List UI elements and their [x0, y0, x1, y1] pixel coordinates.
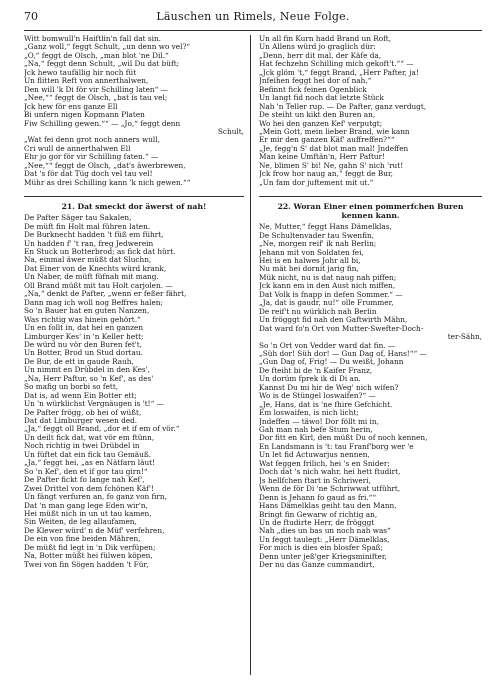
- text-line: Un Botter, Brod un Stud dortau.: [24, 349, 143, 358]
- text-line: Jndeffen — täwo! Dor föllt mi in,: [259, 417, 379, 426]
- text-line: Dat Einer von de Knechts würd krank,: [24, 264, 167, 273]
- text-line: Befinnt fick feinen Ogenblick: [259, 85, 367, 94]
- text-line: Mühr as drei Schilling kann 'k nich gewen.““: [24, 178, 191, 187]
- left-column: [24, 35, 250, 675]
- text-line: Sin Weiten, de leg allaufamen,: [24, 518, 137, 527]
- text-line: Der nu das Ganze cummandirt,: [259, 561, 375, 570]
- text-line: Zwei Drittel von dem fchönen Käf'!: [24, 484, 154, 493]
- text-line: Nah 'n Teller rup. — De Pafter, ganz verdugt,: [259, 102, 427, 111]
- text-line: Twei von fin Sögen hadden 't Für,: [24, 560, 149, 569]
- text-line: Un 'n würklichst Vergnäugen is 't!“ —: [24, 400, 164, 409]
- text-line: Gah man nah befe Stum herin,: [259, 426, 373, 435]
- section-title-21: 21. Dat smeckt dor äwerst of nah!: [61, 202, 207, 212]
- text-line: Ne, Mutter,“ feggt Hans Dämelklas,: [259, 223, 392, 232]
- text-line: „Na, Herr Paftur, so 'n Kef', as des': [24, 374, 154, 383]
- text-line: Nah „dies un bas un noch nah was“: [259, 527, 391, 536]
- text-line: De müft fin Holt mal führen laten.: [24, 222, 151, 231]
- text-line: „Un fam dor juftement mit ut.“: [259, 178, 374, 187]
- text-line: Den will 'k Di för vir Schilling laten“ —: [24, 85, 168, 94]
- text-line: Witt bomwull'n Haiftlin'n fall dat sin.: [24, 35, 161, 43]
- text-line: Er mir den ganzen Käf' auffreffen?““: [259, 136, 395, 145]
- text-line: Man keine Umftän'n, Herr Paftur!: [259, 153, 386, 162]
- text-line: Dat is, ad wenn Ein Botter ett;: [24, 391, 137, 400]
- text-line: Dat dat Limburger wesen ded.: [24, 417, 138, 426]
- text-line: Jck hewo taufällig hir noch füt: [24, 68, 137, 77]
- text-line: Ehr jo gor för vir Schilling faten.“ —: [24, 153, 159, 162]
- text-line: Hei müßt nich in un ut tau kamen,: [24, 510, 152, 519]
- text-line: De Burknecht hadden 't füß em führt,: [24, 231, 164, 240]
- text-line: So mafig un borbi so fett,: [24, 383, 119, 392]
- running-title: Läuschen un Rimels, Neue Folge.: [156, 10, 350, 23]
- section-title-22-line1: 22. Woran Einer einen pommerfchen Buren: [277, 202, 464, 212]
- text-line: Dor fitt en Kirl, den müßt Du of noch kennen,: [259, 434, 428, 443]
- text-line: Mük nicht, nu is dat naug nah piffen;: [259, 273, 397, 282]
- text-line: Bringt fin Gewarw of richtig an,: [259, 510, 378, 519]
- text-line: „O,“ feggt de Olsch, „man blot 'ne Dil.“: [24, 51, 169, 60]
- text-line: „Ja, dat is gaudr, nu!“ olle Frummer,: [259, 299, 394, 308]
- text-line: Bi unfern nigen Kopmann Platen: [24, 111, 145, 120]
- text-line: Na, einmal äwer müßt dat Sluchn,: [24, 256, 152, 265]
- text-line: Jck kann em in den Aust nich miffen,: [259, 282, 396, 291]
- text-line: Un nimmt en Drübdel in den Kes',: [24, 366, 150, 375]
- text-line: De ein von fine beiden Mähren,: [24, 535, 141, 544]
- two-column-text: [24, 35, 482, 675]
- text-line: Jck hew för ens ganze Ell: [24, 102, 118, 111]
- text-line: De fteiht bi de 'n Kaifer Franz,: [259, 366, 373, 375]
- text-line: „Gun Dag of, Frig! — Du weißt, Johann: [259, 358, 404, 367]
- text-line: Un fängt verfuren an, fo ganz von firn,: [24, 493, 167, 502]
- text-line: Dann mag ich woll nog Beffres halen;: [24, 298, 163, 307]
- text-line: Dat Volk is fnapp in defen Sommer.“ —: [259, 290, 403, 299]
- text-line: Un füftet dat ein fick tau Gemäuß.: [24, 450, 152, 459]
- section-title-22-line2: kennen kann.: [341, 211, 400, 221]
- text-line: Schult,: [217, 127, 244, 136]
- running-header: [24, 10, 482, 31]
- text-line: Was richtig was hinein gehört.“: [24, 315, 141, 324]
- poem-21-continuation: [259, 35, 482, 187]
- text-line: De steiht un kikt den Buren an,: [259, 111, 376, 120]
- text-line: Wat feggen frilich, hei 's en Snider;: [259, 459, 390, 468]
- text-line: Un deilt fick dat, wat vör em ftünn,: [24, 433, 155, 442]
- text-line: „Na,“ feggt denn Schult, „wil Du dat büft;: [24, 60, 180, 69]
- text-line: So 'n Ort von Vedder ward dat fin. —: [259, 341, 396, 350]
- text-line: Js hellfchen ftart in Schriweri,: [259, 476, 371, 485]
- text-line: ter-Sähn,: [447, 333, 482, 342]
- text-line: Oll Brand müßt mit tau Holt carjolen. —: [24, 281, 173, 290]
- text-line: Jck frow hor naug an,“ feggt de Bur,: [259, 170, 393, 179]
- text-line: For mich is dies ein blosfer Spaß;: [259, 544, 384, 553]
- text-line: Doch dat 's nich wahr, hei hett ftudirt,: [259, 468, 401, 477]
- text-line: De Bur, de ett in gaude Rauh,: [24, 357, 134, 366]
- text-line: So 'n Bauer hat en guten Nanzen,: [24, 307, 150, 316]
- section-divider: [259, 196, 482, 197]
- text-line: De Pafter frögg, ob hei of wüßt,: [24, 408, 142, 417]
- text-line: „Mein Gott, mein lieber Brand, wie kann: [259, 127, 410, 136]
- section-divider: [24, 196, 244, 197]
- text-line: Un flitten Reft von annerthalwen,: [24, 77, 149, 86]
- text-line: „Wat fei denn grot noch anners wull,: [24, 136, 160, 145]
- text-line: „Ganz woll,“ feggt Schult, „un denn wo vel?“: [24, 43, 191, 52]
- text-line: Denn is Jehann fo gaud as fri.““: [259, 493, 377, 502]
- text-line: Jehann mit von Soldaten fei,: [259, 248, 364, 257]
- text-line: Hans Dämelklas geiht tau den Mann,: [259, 502, 397, 511]
- text-line: Un all fin Kurn hadd Brand un Roft,: [259, 35, 392, 43]
- text-line: Dat ward fo'n Ort von Mutter-Swefter-Doch-: [259, 324, 424, 333]
- text-line: Hat fechzehn Schilling mich gekoft't.““ —: [259, 60, 414, 69]
- text-line: „Ja,“ feggt hei, „as en Nätfarn läut!: [24, 459, 156, 468]
- text-line: Dat 'n man gang lege Eden wir'n,: [24, 501, 148, 510]
- right-column: [250, 35, 482, 675]
- text-line: Un langt fid noch dat letzte Stück: [259, 94, 384, 103]
- text-line: Em loswaifen, is nich licht;: [259, 409, 359, 418]
- text-line: Wo hei den ganzen Kef' verputgt;: [259, 119, 383, 128]
- text-line: De Klewer würd' n de Müf' verfehren,: [24, 526, 165, 535]
- text-line: En Stuck un Botterbrod; as fick dat hürt.: [24, 247, 176, 256]
- text-line: „Ne, morgen reif' ik nah Berlin;: [259, 240, 377, 249]
- text-line: Un frögggt fid nah den Gaftwirth Mähn,: [259, 316, 408, 325]
- text-line: Dat 's för dat Tüg doch vel tau vel!: [24, 170, 153, 179]
- text-line: Un feggt taulegt: „Herr Dämelklas,: [259, 535, 390, 544]
- poem-21: [24, 214, 244, 569]
- poem-continuation: [24, 35, 244, 187]
- poem-22: [259, 223, 482, 570]
- text-line: Wo is de Stüngel loswaifen?“ —: [259, 392, 376, 401]
- text-line: „Jck glöm 't,“ feggt Brand, „Herr Pafter, ja!: [259, 68, 419, 77]
- text-line: Un Naber, de müft füfnah mit mang.: [24, 273, 159, 282]
- text-line: Wenn de för Di 'ne Schriwwat utführt,: [259, 485, 401, 494]
- text-line: Fiw Schilling gewen.““ — „Jo,“ feggt denn: [24, 119, 181, 128]
- text-line: „Süh dor! Süh dor! — Gun Dag of, Hans!““ —: [259, 349, 427, 358]
- text-line: Un hadden f' 't ran, freg Jedwerein: [24, 239, 154, 248]
- text-line: Ne, blimen S' bi! Ne, gahn S' nich 'rut!: [259, 161, 404, 170]
- text-line: Un de ftudirte Herr, de frögggt: [259, 519, 375, 528]
- text-line: De reif't nu würklich nah Berlin: [259, 307, 377, 316]
- text-line: Hei is en halwes Johr all bi,: [259, 256, 361, 265]
- text-line: „Nee,““ feggt de Olsch, „bat is tau vel;: [24, 94, 168, 103]
- text-line: De würd nu vör den Buren fet't,: [24, 340, 143, 349]
- text-line: Na, Botter müßt hei fülwen köpen,: [24, 552, 153, 561]
- text-line: „Je, fegg'n S' dat blot man mal! Jndeffen: [259, 144, 409, 153]
- text-line: De müßt fid legt in 'n Dik verfüpen;: [24, 543, 156, 552]
- text-line: De Schultenvader tau Swenfin,: [259, 231, 374, 240]
- text-line: „Na,“ denkt de Pafter, „wenn er feßer fährt,: [24, 290, 187, 299]
- text-line: Cri wull de annerthalwen Ell: [24, 144, 131, 153]
- text-line: „Denn, herr dit mal, der Käfe da,: [259, 51, 382, 60]
- text-line: Jnfeihen feggt hei dor of nah,“: [259, 77, 372, 86]
- text-line: Un let fid Actuwarjus nennen,: [259, 451, 370, 460]
- text-line: En Landsmann is 't: tau Franf'borg wer 'e: [259, 442, 414, 451]
- text-line: Denn unter jeß'ger Kriegsminifter,: [259, 552, 387, 561]
- text-line: So 'n Kef', den et if gor tau girn!“: [24, 467, 148, 476]
- text-line: „Nee,““ feggt de Olsch, „dat's äwerbrewen,: [24, 161, 186, 170]
- text-line: „Ja,“ feggt oll Brand, „dor et if em of vör.“: [24, 425, 180, 434]
- text-line: De Pafter fickt fo lange nah Kef',: [24, 476, 145, 485]
- text-line: Nu mät hei dornit jarig fin,: [259, 265, 359, 274]
- text-line: Kannst Du mi hir de Weg' nich wifen?: [259, 383, 399, 392]
- text-line: Un en follt in, dat hei en ganzen: [24, 324, 144, 333]
- text-line: Un dorüm fprek ik di Di an.: [259, 375, 361, 384]
- text-line: Limburger Kes' in 'n Keller hett;: [24, 332, 144, 341]
- text-line: Noch richtig in twei Drübdel in: [24, 442, 140, 451]
- text-line: De Pafter Säger tau Sakalen,: [24, 214, 132, 223]
- text-line: Un Allens würd jo graglich dür:: [259, 43, 376, 52]
- text-line: „Je, Hans, dat is 'ne fhire Gefchicht.: [259, 400, 393, 409]
- page-number: 70: [24, 10, 38, 23]
